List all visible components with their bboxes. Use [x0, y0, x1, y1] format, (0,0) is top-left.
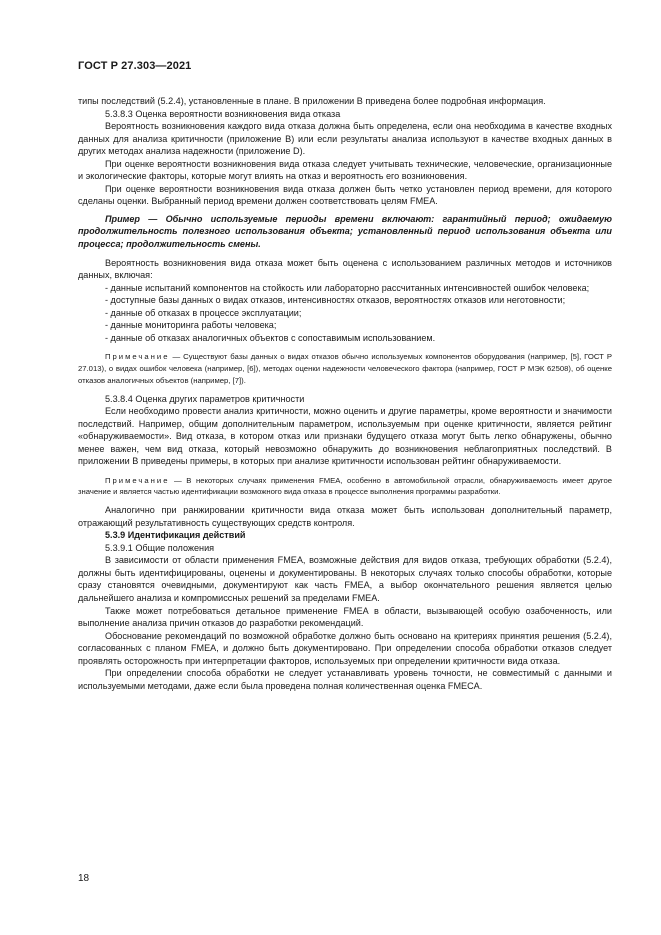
paragraph: Вероятность возникновения каждого вида отказа должна быть определена, если она необходима в качестве входных данных для анализа критичности (приложение В) или если результаты анализа используют в качестве входных данных в других методах анализа надежности (приложение D).	[78, 121, 612, 157]
section-heading-5-3-8-4: 5.3.8.4 Оценка других параметров критичности	[105, 393, 305, 404]
note-text: — В некоторых случаях применения FMEA, особенно в автомобильной отрасли, обнаруживаемость имеет другое значение и является частью идентификации возможного вида отказа в процессе выполнения программы разработки.	[78, 475, 612, 497]
document-header: ГОСТ Р 27.303—2021	[78, 60, 192, 72]
paragraph: Также может потребоваться детальное применение FMEA в области, вызывающей особую озабоченность, или выполнение анализа причин отказов до разработки рекомендаций.	[78, 605, 612, 629]
paragraph: Если необходимо провести анализ критичности, можно оценить и другие параметры, кроме вероятности и значимости последствий. Например, общим дополнительным параметром, используемым при оценке критичности, является рейтинг «обнаруживаемости». Вид отказа, в котором отказ или признаки будущего отказа могут быть легко обнаружены, обычно менее важен, чем вид отказа, который невозможно обнаружить до возникновения неблагоприятных последствий. В приложении В приведены примеры, в которых при анализе критичности использован рейтинг обнаруживаемости.	[78, 406, 612, 467]
section-heading-5-3-9-1: 5.3.9.1 Общие положения	[105, 542, 215, 553]
paragraph: Обоснование рекомендаций по возможной обработке должно быть основано на критериях принятия решения (5.2.4), согласованных с планом FMEA, и должно быть документировано. При определении способа обработки отказов следует проявлять осторожность при интерпретации факторов, используемых при определении критичности вида отказа.	[78, 630, 612, 666]
note-block	[78, 475, 612, 498]
paragraph: типы последствий (5.2.4), установленные в плане. В приложении В приведена более подробная информация.	[78, 96, 546, 106]
list-item: - данные об отказах аналогичных объектов с сопоставимым использованием.	[105, 332, 436, 343]
paragraph: В зависимости от области применения FMEA, возможные действия для видов отказа, требующих обработки (5.2.4), должны быть идентифицированы, оценены и документированы. В некоторых случаях только способы обработки, которые сразу становятся очевидными, документируют как часть FMEA, а выбор окончательного решения является целью дальнейшего анализа и компромиссных решений за пределами FMEA.	[78, 555, 612, 604]
example-block: Пример — Обычно используемые периоды времени включают: гарантийный период; ожидаемую продолжительность полезного использования объекта; установленный период использования объекта или процесса; продолжительность смены.	[78, 213, 612, 250]
list-item: - данные об отказах в процессе эксплуатации;	[105, 307, 302, 318]
paragraph: Вероятность возникновения вида отказа может быть оценена с использованием различных методов и источников данных, включая:	[78, 257, 612, 281]
list-item: - данные испытаний компонентов на стойкость или лабораторно рассчитанных интенсивностей ошибок человека;	[105, 282, 590, 293]
list-item: - данные мониторинга работы человека;	[105, 320, 277, 331]
page-body	[78, 95, 612, 692]
paragraph: При определении способа обработки не следует устанавливать уровень точности, не совместимый с данными и используемыми методами, даже если была проведена полная количественная оценка FMECA.	[78, 668, 612, 691]
paragraph: При оценке вероятности возникновения вида отказа следует учитывать технические, человеческие, организационные и экологические факторы, которые могут влиять на отказ и вероятность его возникновения.	[78, 158, 612, 182]
note-label: Примечание	[105, 475, 170, 485]
paragraph: Аналогично при ранжировании критичности вида отказа может быть использован дополнительный параметр, отражающий результативность существующих средств контроля.	[78, 505, 612, 528]
section-heading-5-3-8-3: 5.3.8.3 Оценка вероятности возникновения вида отказа	[105, 108, 341, 119]
page-number: 18	[78, 873, 90, 884]
note-block	[78, 351, 612, 386]
section-heading-5-3-9: 5.3.9 Идентификация действий	[105, 530, 246, 541]
list-item: - доступные базы данных о видах отказов, интенсивностях отказов, вероятностях отказов или неготовности;	[105, 295, 566, 306]
note-label: Примечание	[105, 352, 170, 362]
note-text: — Существуют базы данных о видах отказов обычно используемых компонентов оборудования (например, [5], ГОСТ Р 27.013), о видах ошибок человека (например, [6]), методах оценки надежности человеческого фактора (например, ГОСТ Р МЭК 62508), об оценке отказов аналогичных объектов (например, [7]).	[78, 352, 612, 385]
paragraph: При оценке вероятности возникновения вида отказа должен быть четко установлен период времени, для которого сделаны оценки. Выбранный период времени должен соответствовать целям FMEA.	[78, 183, 612, 207]
